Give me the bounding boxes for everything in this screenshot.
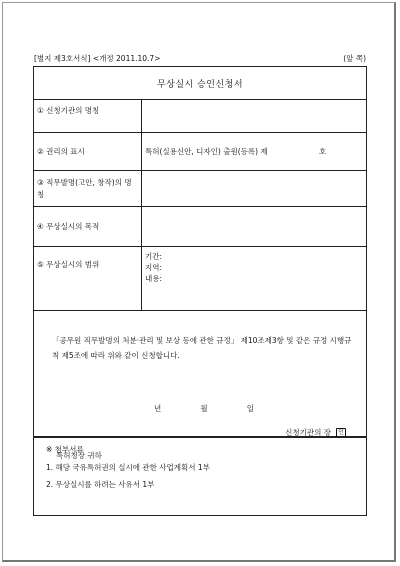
rights-suffix: 호: [319, 147, 327, 156]
scope-field[interactable]: [143, 247, 366, 310]
row-rights: [34, 133, 366, 171]
row-scope: [34, 247, 366, 311]
label-cell: [34, 247, 142, 310]
rights-field[interactable]: [143, 133, 366, 170]
year-label: 년: [154, 404, 162, 413]
label-cell: [34, 99, 142, 132]
label-cell: [34, 207, 142, 246]
row-number: ①: [37, 106, 44, 115]
row-number: ⑤: [37, 260, 44, 269]
attachment-item: 2. 무상실시를 하려는 사유서 1부: [46, 480, 155, 489]
scope-region-label: 지역:: [145, 263, 163, 272]
row-label: 직무발명(고안, 창작)의 명칭: [37, 178, 132, 199]
statement-text: 「공무원 직무발명의 처분·관리 및 보상 등에 관한 규정」 제10조제3항 및 같은 규정 시행규칙 제5조에 따라 위와 같이 신청합니다.: [52, 336, 352, 360]
label-cell: [34, 171, 142, 206]
row-label: 권리의 표시: [46, 147, 85, 156]
row-label: 무상실시의 범위: [46, 260, 100, 269]
form-number: [별지 제3호서식] <개정 2011.10.7>: [34, 54, 161, 63]
purpose-field[interactable]: [143, 207, 366, 246]
form-title: 무상실시 승인신청서: [34, 67, 366, 100]
row-number: ②: [37, 147, 44, 156]
label-cell: [34, 133, 142, 170]
attachments-heading: ※ 첨부서류: [46, 445, 84, 454]
applicant-label: 신청기관의 장: [285, 428, 331, 437]
invention-title-field[interactable]: [143, 171, 366, 206]
form-header: [34, 53, 366, 65]
page-side-note: (앞 쪽): [343, 54, 366, 63]
row-applicant-name: [34, 99, 366, 133]
application-form: [33, 66, 367, 516]
row-purpose: [34, 207, 366, 247]
attachment-item: 1. 해당 국유특허권의 실시에 관한 사업계획서 1부: [46, 463, 210, 472]
day-label: 일: [246, 404, 254, 413]
applicant-name-field[interactable]: [143, 99, 366, 132]
scope-period-label: 기간:: [145, 252, 163, 261]
attachments-section: [34, 437, 366, 516]
scope-subfields: [145, 251, 162, 284]
addressee: 특허청장 귀하: [56, 451, 102, 460]
row-label: 신청기관의 명칭: [46, 106, 100, 115]
month-label: 월: [200, 404, 208, 413]
rights-text: 특허(실용신안, 디자인) 출원(등록) 제: [145, 147, 268, 156]
row-label: 무상실시의 목적: [46, 222, 100, 231]
row-number: ③: [37, 178, 44, 187]
date-line[interactable]: [154, 403, 254, 414]
seal-mark: 인: [336, 428, 346, 438]
scope-content-label: 내용:: [145, 274, 163, 283]
row-number: ④: [37, 222, 44, 231]
row-invention-title: [34, 171, 366, 207]
